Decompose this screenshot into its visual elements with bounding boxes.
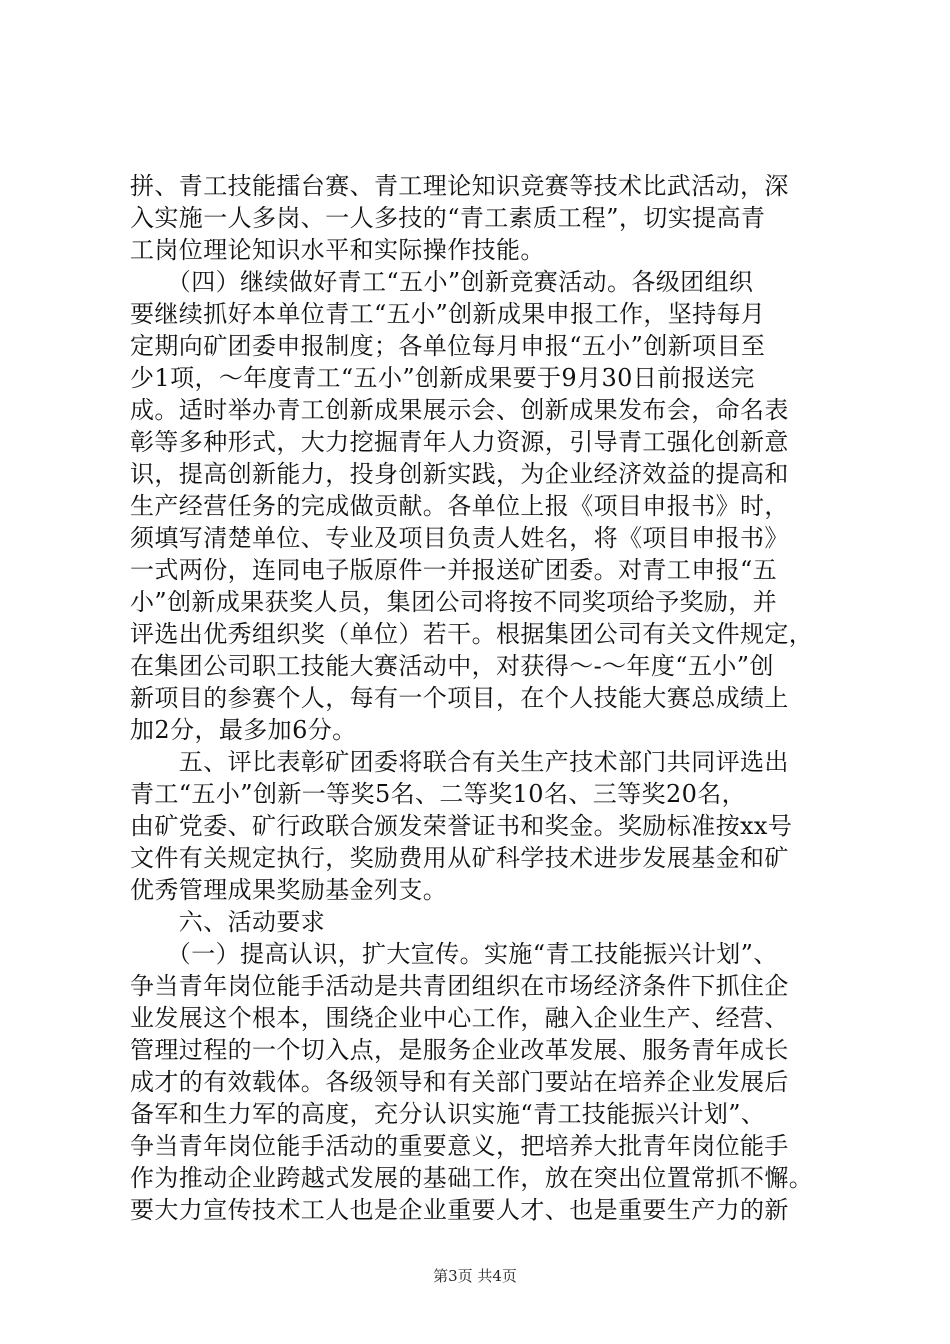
text-line: 要大力宣传技术工人也是企业重要人才、也是重要生产力的新 (130, 1196, 789, 1224)
text-line: 彰等多种形式，大力挖掘青年人力资源，引导青工强化创新意 (130, 428, 789, 456)
text-line: 文件有关规定执行，奖励费用从矿科学技术进步发展基金和矿 (130, 844, 789, 872)
text-line: 管理过程的一个切入点，是服务企业改革发展、服务青年成长 (130, 1036, 789, 1064)
text-line: 评选出优秀组织奖（单位）若干。根据集团公司有关文件规定， (130, 620, 814, 648)
text-line: 在集团公司职工技能大赛活动中，对获得～-～年度“五小”创 (130, 652, 774, 680)
text-line: 入实施一人多岗、一人多技的“青工素质工程”，切实提高青 (130, 204, 766, 232)
text-line: 由矿党委、矿行政联合颁发荣誉证书和奖金。奖励标准按xx号 (130, 812, 793, 840)
text-line: 优秀管理成果奖励基金列支。 (130, 876, 448, 904)
text-line: 争当青年岗位能手活动的重要意义，把培养大批青年岗位能手 (130, 1132, 789, 1160)
text-line: 生产经营任务的完成做贡献。各单位上报《项目申报书》时， (130, 492, 789, 520)
text-line: （四）继续做好青工“五小”创新竞赛活动。各级团组织 (130, 268, 754, 296)
text-line: 成才的有效载体。各级领导和有关部门要站在培养企业发展后 (130, 1068, 789, 1096)
text-line: （一）提高认识，扩大宣传。实施“青工技能振兴计划”、 (130, 940, 778, 968)
text-line: 定期向矿团委申报制度；各单位每月申报“五小”创新项目至 (130, 332, 766, 360)
text-line: 备军和生力军的高度，充分认识实施“青工技能振兴计划”、 (130, 1100, 766, 1128)
text-line: 要继续抓好本单位青工“五小”创新成果申报工作，坚持每月 (130, 300, 766, 328)
text-line: 小”创新成果获奖人员，集团公司将按不同奖项给予奖励，并 (130, 588, 778, 616)
text-line: 成。适时举办青工创新成果展示会、创新成果发布会，命名表 (130, 396, 789, 424)
text-line: 工岗位理论知识水平和实际操作技能。 (130, 236, 545, 264)
text-line: 作为推动企业跨越式发展的基础工作，放在突出位置常抓不懈。 (130, 1164, 814, 1192)
text-line: 新项目的参赛个人，每有一个项目，在个人技能大赛总成绩上 (130, 684, 789, 712)
text-line: 六、活动要求 (130, 908, 326, 936)
text-line: 一式两份，连同电子版原件一并报送矿团委。对青工申报“五 (130, 556, 778, 584)
text-line: 少1项，～年度青工“五小”创新成果要于9月30日前报送完 (130, 364, 755, 392)
text-line: 青工“五小”创新一等奖5名、二等奖10名、三等奖20名， (130, 780, 747, 808)
text-line: 拼、青工技能擂台赛、青工理论知识竞赛等技术比武活动，深 (130, 172, 789, 200)
text-line: 五、评比表彰矿团委将联合有关生产技术部门共同评选出 (130, 748, 789, 776)
text-line: 争当青年岗位能手活动是共青团组织在市场经济条件下抓住企 (130, 972, 789, 1000)
text-line: 识，提高创新能力，投身创新实践，为企业经济效益的提高和 (130, 460, 789, 488)
page-number-footer: 第3页 共4页 (433, 1267, 517, 1285)
text-line: 业发展这个根本，围绕企业中心工作，融入企业生产、经营、 (130, 1004, 789, 1032)
text-line: 须填写清楚单位、专业及项目负责人姓名，将《项目申报书》 (130, 524, 789, 552)
text-line: 加2分，最多加6分。 (130, 716, 357, 744)
